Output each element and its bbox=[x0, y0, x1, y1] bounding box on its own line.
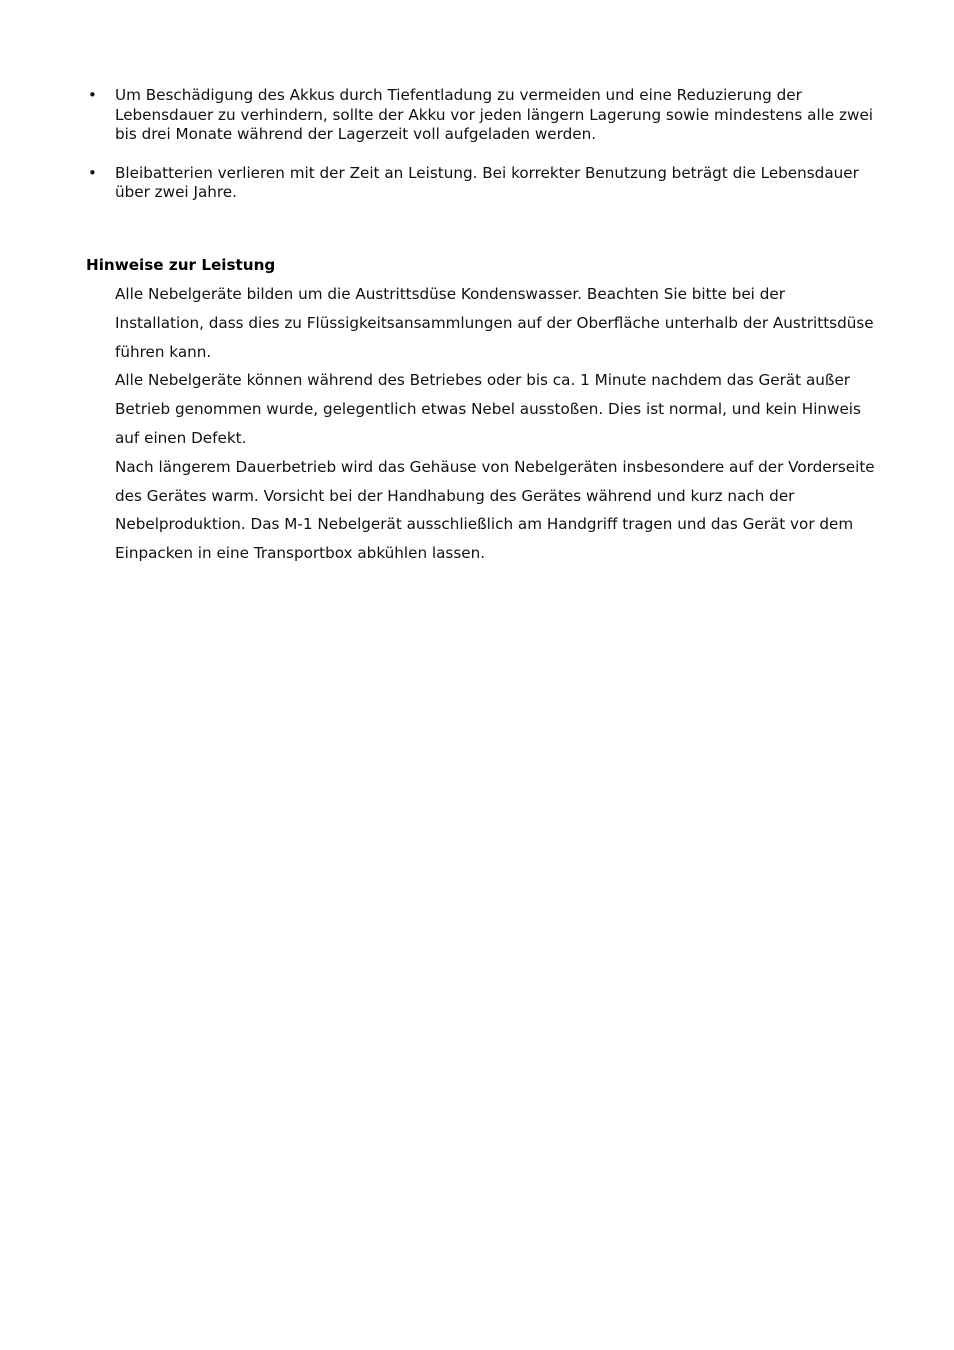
list-item-text: Bleibatterien verlieren mit der Zeit an Leistung. Bei korrekter Benutzung beträgt die Lebensdauer über zwei Jahre. bbox=[115, 163, 859, 201]
paragraph-residual-fog: Alle Nebelgeräte können während des Betriebes oder bis ca. 1 Minute nachdem das Gerät außer Betrieb genommen wurde, gelegentlich etwas Nebel ausstoßen. Dies ist normal, und kein Hinweis auf einen Defekt. bbox=[115, 371, 861, 447]
battery-notes-list bbox=[86, 86, 876, 222]
list-item bbox=[86, 164, 876, 203]
list-item bbox=[86, 86, 876, 145]
bullet-icon: • bbox=[88, 163, 97, 182]
bullet-icon: • bbox=[88, 86, 97, 104]
performance-notes-section bbox=[86, 255, 876, 568]
list-item-text: Um Beschädigung des Akkus durch Tiefentladung zu vermeiden und eine Reduzierung der Lebensdauer zu verhindern, sollte der Akku vor jeden längern Lagerung sowie mindestens alle zwei bis drei Monate während der Lagerzeit voll aufgeladen werden. bbox=[115, 86, 874, 143]
section-heading: Hinweise zur Leistung bbox=[86, 256, 276, 274]
paragraph-condensation: Alle Nebelgeräte bilden um die Austrittsdüse Kondenswasser. Beachten Sie bitte bei der Installation, dass dies zu Flüssigkeitsansammlungen auf der Oberfläche unterhalb der Austrittsdüse führen kann. bbox=[115, 285, 874, 361]
paragraph-housing-heat: Nach längerem Dauerbetrieb wird das Gehäuse von Nebelgeräten insbesondere auf der Vorderseite des Gerätes warm. Vorsicht bei der Handhabung des Gerätes während und kurz nach der Nebelproduktion. Das M-1 Nebelgerät ausschließlich am Handgriff tragen und das Gerät vor dem Einpacken in eine Transportbox abkühlen lassen. bbox=[115, 457, 875, 563]
